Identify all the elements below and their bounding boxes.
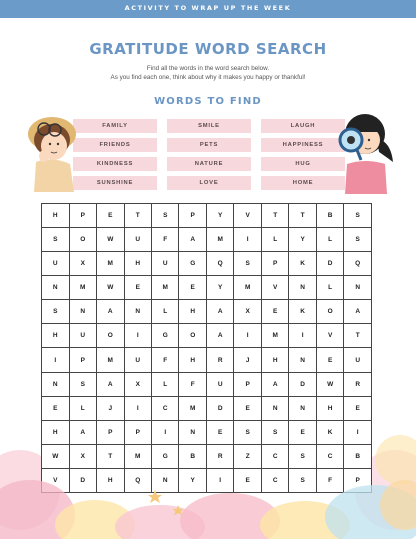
grid-row xyxy=(42,252,372,276)
intro-text xyxy=(0,65,416,82)
word-item: HUG xyxy=(261,157,345,171)
grid-cell[interactable]: N xyxy=(289,396,316,420)
grid-cell[interactable]: K xyxy=(289,300,316,324)
grid-cell[interactable]: D xyxy=(316,252,344,276)
grid-row xyxy=(42,276,372,300)
grid-cell[interactable]: E xyxy=(261,300,288,324)
grid-cell[interactable]: E xyxy=(97,204,125,228)
grid-cell[interactable]: E xyxy=(344,396,372,420)
grid-cell[interactable]: V xyxy=(42,468,70,492)
grid-cell[interactable]: Z xyxy=(234,444,261,468)
grid-cell[interactable]: U xyxy=(206,372,233,396)
grid-cell[interactable]: M xyxy=(69,276,96,300)
grid-cell[interactable]: N xyxy=(261,396,288,420)
grid-cell[interactable]: Y xyxy=(206,276,233,300)
grid-cell[interactable]: P xyxy=(97,420,125,444)
grid-cell[interactable]: C xyxy=(316,444,344,468)
word-item: SMILE xyxy=(167,119,251,133)
grid-cell[interactable]: H xyxy=(42,420,70,444)
grid-cell[interactable]: W xyxy=(97,228,125,252)
grid-cell[interactable]: N xyxy=(289,348,316,372)
grid-cell[interactable]: Q xyxy=(344,252,372,276)
grid-cell[interactable]: I xyxy=(206,468,233,492)
grid-cell[interactable]: A xyxy=(261,372,288,396)
grid-cell[interactable]: I xyxy=(124,324,151,348)
grid-cell[interactable]: N xyxy=(289,276,316,300)
grid-cell[interactable]: Y xyxy=(206,204,233,228)
word-item: FAMILY xyxy=(73,119,157,133)
grid-cell[interactable]: Q xyxy=(124,468,151,492)
grid-cell[interactable]: F xyxy=(316,468,344,492)
word-list xyxy=(73,119,345,190)
grid-cell[interactable]: X xyxy=(69,444,96,468)
grid-cell[interactable]: U xyxy=(344,348,372,372)
grid-cell[interactable]: A xyxy=(97,300,125,324)
word-item: PETS xyxy=(167,138,251,152)
grid-cell[interactable]: I xyxy=(344,420,372,444)
grid-cell[interactable]: S xyxy=(42,228,70,252)
grid-cell[interactable]: X xyxy=(234,300,261,324)
word-item: HAPPINESS xyxy=(261,138,345,152)
grid-cell[interactable]: P xyxy=(124,420,151,444)
grid-cell[interactable]: S xyxy=(289,444,316,468)
word-item: LAUGH xyxy=(261,119,345,133)
grid-cell[interactable]: N xyxy=(42,276,70,300)
grid-cell[interactable]: Y xyxy=(179,468,206,492)
grid-cell[interactable]: J xyxy=(234,348,261,372)
grid-cell[interactable]: E xyxy=(42,396,70,420)
grid-cell[interactable]: U xyxy=(124,348,151,372)
grid-cell[interactable]: H xyxy=(97,468,125,492)
grid-cell[interactable]: W xyxy=(97,276,125,300)
grid-cell[interactable]: P xyxy=(344,468,372,492)
star-icon xyxy=(148,490,162,503)
grid-row xyxy=(42,300,372,324)
grid-cell[interactable]: P xyxy=(69,348,96,372)
word-search-grid xyxy=(41,203,372,493)
grid-cell[interactable]: U xyxy=(124,228,151,252)
grid-cell[interactable]: E xyxy=(234,396,261,420)
grid-cell[interactable]: M xyxy=(97,252,125,276)
grid-cell[interactable]: R xyxy=(206,444,233,468)
grid-cell[interactable]: E xyxy=(179,276,206,300)
grid-cell[interactable]: B xyxy=(344,444,372,468)
grid-cell[interactable]: S xyxy=(152,204,179,228)
grid-cell[interactable]: M xyxy=(206,228,233,252)
grid-cell[interactable]: D xyxy=(206,396,233,420)
top-banner xyxy=(0,0,416,18)
grid-cell[interactable]: I xyxy=(124,396,151,420)
grid-cell[interactable]: L xyxy=(69,396,96,420)
grid-cell[interactable]: X xyxy=(124,372,151,396)
grid-cell[interactable]: E xyxy=(206,420,233,444)
grid-cell[interactable]: S xyxy=(344,228,372,252)
grid-cell[interactable]: H xyxy=(42,204,70,228)
word-item: NATURE xyxy=(167,157,251,171)
grid-cell[interactable]: I xyxy=(234,228,261,252)
grid-cell[interactable]: N xyxy=(152,468,179,492)
grid-cell[interactable]: M xyxy=(179,396,206,420)
grid-cell[interactable]: H xyxy=(261,348,288,372)
grid-cell[interactable]: G xyxy=(152,444,179,468)
grid-cell[interactable]: L xyxy=(152,372,179,396)
grid-cell[interactable]: K xyxy=(316,420,344,444)
grid-cell[interactable]: H xyxy=(124,252,151,276)
grid-cell[interactable]: U xyxy=(69,324,96,348)
grid-cell[interactable]: Y xyxy=(289,228,316,252)
grid-cell[interactable]: A xyxy=(97,372,125,396)
grid-cell[interactable]: F xyxy=(179,372,206,396)
banner-text: ACTIVITY TO WRAP UP THE WEEK xyxy=(124,4,292,12)
word-item: HOME xyxy=(261,176,345,190)
grid-cell[interactable]: W xyxy=(316,372,344,396)
grid-cell[interactable]: V xyxy=(316,324,344,348)
grid-cell[interactable]: S xyxy=(69,372,96,396)
grid-cell[interactable]: S xyxy=(234,252,261,276)
grid-cell[interactable]: T xyxy=(261,204,288,228)
word-item: KINDNESS xyxy=(73,157,157,171)
grid-cell[interactable]: H xyxy=(179,348,206,372)
grid-row xyxy=(42,420,372,444)
grid-cell[interactable]: I xyxy=(234,324,261,348)
intro-line-2: As you find each one, think about why it makes you happy or thankful! xyxy=(110,73,306,81)
grid-cell[interactable]: R xyxy=(206,348,233,372)
grid-cell[interactable]: W xyxy=(42,444,70,468)
grid-cell[interactable]: L xyxy=(316,276,344,300)
grid-cell[interactable]: T xyxy=(124,204,151,228)
grid-cell[interactable]: O xyxy=(69,228,96,252)
grid-cell[interactable]: S xyxy=(42,300,70,324)
grid-cell[interactable]: T xyxy=(97,444,125,468)
grid-cell[interactable]: T xyxy=(344,324,372,348)
cloud-foreground-icon xyxy=(0,455,416,539)
grid-cell[interactable]: S xyxy=(289,468,316,492)
grid-cell[interactable]: D xyxy=(69,468,96,492)
grid-cell[interactable]: E xyxy=(234,468,261,492)
grid-cell[interactable]: T xyxy=(289,204,316,228)
grid-cell[interactable]: P xyxy=(234,372,261,396)
grid-cell[interactable]: E xyxy=(124,276,151,300)
grid-cell[interactable]: P xyxy=(179,204,206,228)
grid-cell[interactable]: F xyxy=(152,348,179,372)
grid-cell[interactable]: A xyxy=(206,324,233,348)
grid-cell[interactable]: V xyxy=(261,276,288,300)
grid-cell[interactable]: A xyxy=(206,300,233,324)
grid-cell[interactable]: X xyxy=(69,252,96,276)
grid-cell[interactable]: I xyxy=(152,420,179,444)
grid-cell[interactable]: C xyxy=(261,444,288,468)
grid-cell[interactable]: E xyxy=(316,348,344,372)
grid-row xyxy=(42,348,372,372)
grid-cell[interactable]: O xyxy=(179,324,206,348)
grid-cell[interactable]: K xyxy=(289,252,316,276)
grid-cell[interactable]: J xyxy=(97,396,125,420)
grid-cell[interactable]: H xyxy=(42,324,70,348)
grid-cell[interactable]: I xyxy=(289,324,316,348)
grid-cell[interactable]: U xyxy=(42,252,70,276)
grid-cell[interactable]: B xyxy=(316,204,344,228)
grid-cell[interactable]: D xyxy=(289,372,316,396)
grid-cell[interactable]: Q xyxy=(206,252,233,276)
grid-cell[interactable]: L xyxy=(316,228,344,252)
grid-cell[interactable]: M xyxy=(152,276,179,300)
grid-cell[interactable]: M xyxy=(124,444,151,468)
grid-cell[interactable]: O xyxy=(316,300,344,324)
grid-cell[interactable]: E xyxy=(289,420,316,444)
grid-cell[interactable]: P xyxy=(261,252,288,276)
grid-cell[interactable]: G xyxy=(179,252,206,276)
grid-cell[interactable]: G xyxy=(152,324,179,348)
grid-cell[interactable]: N xyxy=(179,420,206,444)
grid-cell[interactable]: S xyxy=(344,204,372,228)
grid-cell[interactable]: U xyxy=(152,252,179,276)
word-item: SUNSHINE xyxy=(73,176,157,190)
grid-cell[interactable]: S xyxy=(261,420,288,444)
grid-cell[interactable]: L xyxy=(152,300,179,324)
grid-cell[interactable]: N xyxy=(124,300,151,324)
grid-cell[interactable]: F xyxy=(152,228,179,252)
grid-cell[interactable]: H xyxy=(179,300,206,324)
grid-row xyxy=(42,204,372,228)
word-item: LOVE xyxy=(167,176,251,190)
grid-cell[interactable]: R xyxy=(344,372,372,396)
words-heading: WORDS TO FIND xyxy=(154,96,262,107)
grid-cell[interactable]: L xyxy=(261,228,288,252)
grid-cell[interactable]: N xyxy=(42,372,70,396)
grid-cell[interactable]: M xyxy=(97,348,125,372)
grid-row xyxy=(42,396,372,420)
grid-cell[interactable]: A xyxy=(179,228,206,252)
grid-cell[interactable]: O xyxy=(97,324,125,348)
grid-cell[interactable]: V xyxy=(234,204,261,228)
grid-cell[interactable]: A xyxy=(344,300,372,324)
girl-magnifier-icon xyxy=(335,108,395,194)
grid-cell[interactable]: S xyxy=(234,420,261,444)
grid-cell[interactable]: A xyxy=(69,420,96,444)
word-item: FRIENDS xyxy=(73,138,157,152)
grid-row xyxy=(42,372,372,396)
grid-cell[interactable]: N xyxy=(344,276,372,300)
grid-row xyxy=(42,324,372,348)
page-title: GRATITUDE WORD SEARCH xyxy=(89,40,327,58)
grid-cell[interactable]: N xyxy=(69,300,96,324)
grid-cell[interactable]: I xyxy=(42,348,70,372)
grid-cell[interactable]: M xyxy=(261,324,288,348)
grid-cell[interactable]: C xyxy=(152,396,179,420)
girl-thinking-icon xyxy=(22,112,80,192)
grid-cell[interactable]: H xyxy=(316,396,344,420)
grid-row xyxy=(42,228,372,252)
grid-cell[interactable]: M xyxy=(234,276,261,300)
grid-cell[interactable]: B xyxy=(179,444,206,468)
grid-cell[interactable]: P xyxy=(69,204,96,228)
grid-cell[interactable]: C xyxy=(261,468,288,492)
intro-line-1: Find all the words in the word search below. xyxy=(146,65,270,72)
